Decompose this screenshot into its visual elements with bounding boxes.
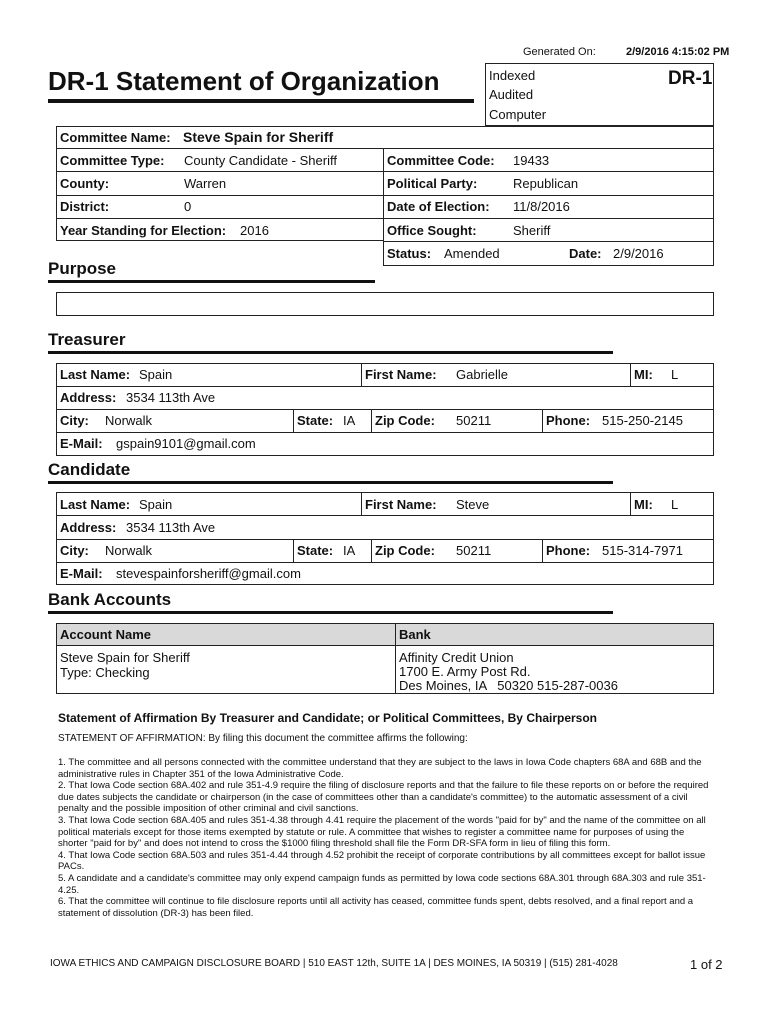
candidate-first: Steve <box>456 497 490 512</box>
party: Republican <box>513 176 579 191</box>
treasurer-city: Norwalk <box>105 413 152 428</box>
year-label: Year Standing for Election: <box>60 223 227 238</box>
candidate-last: Spain <box>139 497 173 512</box>
bank-street: 1700 E. Army Post Rd. <box>399 664 531 679</box>
bank-account-type: Type: Checking <box>60 665 150 680</box>
candidate-email-label: E-Mail: <box>60 566 103 581</box>
page-number: 1 of 2 <box>690 957 723 972</box>
treasurer-mi-label: MI: <box>634 367 653 382</box>
bank-col-bank: Bank <box>399 627 431 642</box>
committee-type-label: Committee Type: <box>60 153 165 168</box>
affirmation-item: 3. That Iowa Code section 68A.405 and rules 351-4.38 through 4.41 require the placement of the words "paid for by" and the name of the committee on all political materials except for those items exempted by statute or rule. A committee that wishes to register a committee name for purposes of using the shorter "paid for by" and does not intend to cross the $1000 filing threshold shall file the Form DR-SFA form in lieu of filing this form. <box>58 814 706 850</box>
generated-value: 2/9/2016 4:15:02 PM <box>626 46 730 58</box>
treasurer-zip-label: Zip Code: <box>375 413 435 428</box>
office: Sheriff <box>513 223 551 238</box>
check-indexed: Indexed <box>489 68 536 83</box>
candidate-zip-label: Zip Code: <box>375 543 435 558</box>
treasurer-city-label: City: <box>60 413 89 428</box>
district: 0 <box>184 199 192 214</box>
committee-code: 19433 <box>513 153 550 168</box>
committee-type: County Candidate - Sheriff <box>184 153 337 168</box>
treasurer-state: IA <box>343 413 356 428</box>
treasurer-last: Spain <box>139 367 173 382</box>
candidate-city-label: City: <box>60 543 89 558</box>
bank-city: Des Moines, IA 50320 515-287-0036 <box>399 678 618 693</box>
district-label: District: <box>60 199 110 214</box>
treasurer-first: Gabrielle <box>456 367 509 382</box>
treasurer-zip: 50211 <box>456 413 492 428</box>
candidate-state-label: State: <box>297 543 334 558</box>
affirmation-heading: Statement of Affirmation By Treasurer and Candidate; or Political Committees, By Chairperson <box>58 711 597 725</box>
footer-address: IOWA ETHICS AND CAMPAIGN DISCLOSURE BOARD | 510 EAST 12th, SUITE 1A | DES MOINES, IA 50319 | (515) 281-4028 <box>50 958 618 969</box>
party-label: Political Party: <box>387 176 478 191</box>
status-date-label: Date: <box>569 246 602 261</box>
candidate-city: Norwalk <box>105 543 152 558</box>
treasurer-address-label: Address: <box>60 390 117 405</box>
treasurer-heading: Treasurer <box>48 330 126 349</box>
candidate-phone: 515-314-7971 <box>602 543 683 558</box>
treasurer-email: gspain9101@gmail.com <box>116 436 256 451</box>
treasurer-mi: L <box>671 367 679 382</box>
bank-table-header <box>56 623 714 646</box>
affirmation-item: 5. A candidate and a candidate's committee may only expend campaign funds as permitted by Iowa code sections 68A.301 through 68A.303 and rule 351-4.25. <box>58 872 706 896</box>
affirmation-item: 6. That the committee will continue to file disclosure reports until all activity has ceased, committee funds spent, debts resolved, and a final report and a statement of dissolution (DR-3) has been filed. <box>58 896 694 919</box>
election-date-label: Date of Election: <box>387 199 490 214</box>
affirmation-item: 1. The committee and all persons connected with the committee understand that they are subject to the laws in Iowa Code chapters 68A and 68B and the administrative rules in Chapter 351 of the Iowa Administrative Code. <box>58 757 702 780</box>
candidate-state: IA <box>343 543 356 558</box>
candidate-last-label: Last Name: <box>60 497 131 512</box>
page-title: DR-1 Statement of Organization <box>48 66 440 96</box>
committee-code-label: Committee Code: <box>387 153 495 168</box>
treasurer-email-label: E-Mail: <box>60 436 103 451</box>
election-date: 11/8/2016 <box>513 199 570 214</box>
affirmation-list <box>58 757 710 919</box>
title-underline <box>48 99 474 103</box>
bank-heading: Bank Accounts <box>48 590 172 609</box>
treasurer-underline <box>48 351 613 354</box>
check-computer: Computer <box>489 107 547 122</box>
office-label: Office Sought: <box>387 223 477 238</box>
treasurer-phone-label: Phone: <box>546 413 591 428</box>
treasurer-first-label: First Name: <box>365 367 437 382</box>
candidate-mi: L <box>671 497 679 512</box>
affirmation-intro: STATEMENT OF AFFIRMATION: By filing this document the committee affirms the following: <box>58 733 468 744</box>
form-code: DR-1 <box>668 68 713 89</box>
candidate-heading: Candidate <box>48 460 131 479</box>
affirmation-item: 2. That Iowa Code section 68A.402 and rule 351-4.9 require the filing of disclosure reports and that the failure to file these reports on or before the required due dates subjects the candidate or chairperson (in the case of committees other than a candidate's committee) to the automatic assessment of a civil penalty and the possible imposition of other criminal and civil sanctions. <box>58 780 709 815</box>
committee-name-label: Committee Name: <box>60 130 171 145</box>
treasurer-phone: 515-250-2145 <box>602 413 683 428</box>
status-label: Status: <box>387 246 432 261</box>
purpose-heading: Purpose <box>48 259 117 278</box>
generated-label: Generated On: <box>523 46 596 58</box>
treasurer-address: 3534 113th Ave <box>126 390 216 405</box>
candidate-first-label: First Name: <box>365 497 437 512</box>
treasurer-state-label: State: <box>297 413 334 428</box>
purpose-box <box>56 292 714 316</box>
treasurer-last-label: Last Name: <box>60 367 131 382</box>
candidate-zip: 50211 <box>456 543 492 558</box>
county: Warren <box>184 176 227 191</box>
bank-underline <box>48 611 613 614</box>
check-audited: Audited <box>489 87 534 102</box>
bank-col-account: Account Name <box>60 627 152 642</box>
candidate-address-label: Address: <box>60 520 117 535</box>
purpose-underline <box>48 280 375 283</box>
year: 2016 <box>240 223 269 238</box>
affirmation-item: 4. That Iowa Code section 68A.503 and rules 351-4.44 through 4.52 prohibit the receipt of corporate contributions by all committees except for ballot issue PACs. <box>58 849 706 873</box>
bank-name: Affinity Credit Union <box>399 650 514 665</box>
county-label: County: <box>60 176 110 191</box>
committee-name: Steve Spain for Sheriff <box>183 129 334 145</box>
candidate-email: stevespainforsheriff@gmail.com <box>116 566 301 581</box>
candidate-mi-label: MI: <box>634 497 653 512</box>
candidate-underline <box>48 481 613 484</box>
candidate-address: 3534 113th Ave <box>126 520 216 535</box>
bank-account-name: Steve Spain for Sheriff <box>60 650 190 665</box>
status: Amended <box>444 246 500 261</box>
status-date: 2/9/2016 <box>613 246 664 261</box>
candidate-phone-label: Phone: <box>546 543 591 558</box>
